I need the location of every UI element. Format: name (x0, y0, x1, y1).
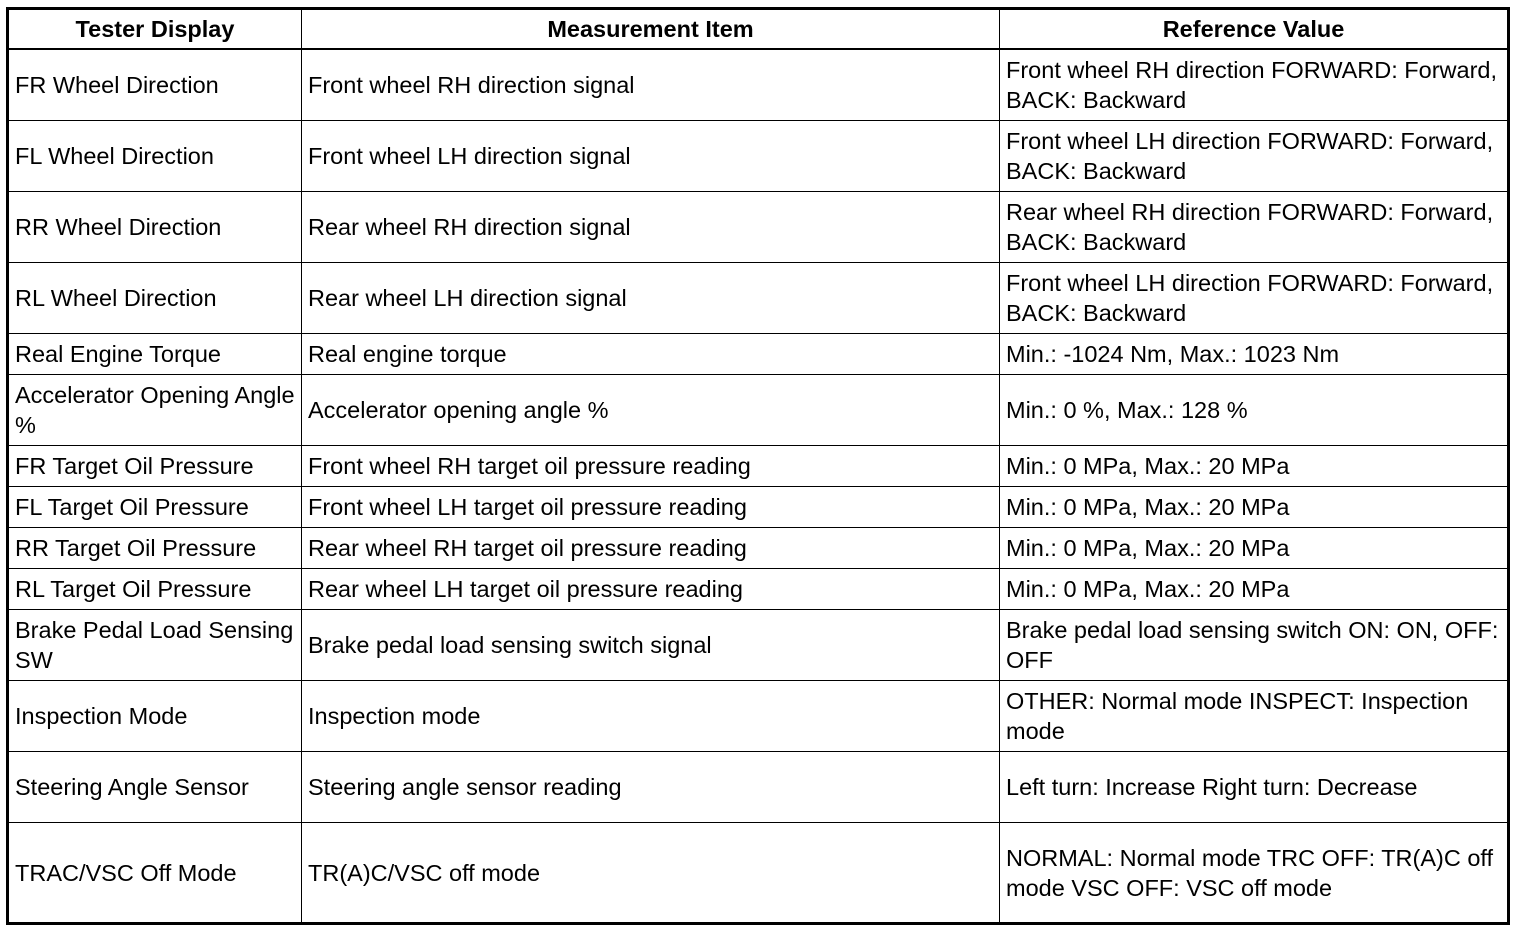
table-row (8, 121, 1509, 192)
tester-display-cell: RR Wheel Direction (8, 192, 302, 263)
table-row (8, 569, 1509, 610)
tester-display-cell: RL Target Oil Pressure (8, 569, 302, 610)
reference-value-cell: Front wheel RH direction FORWARD: Forward, BACK: Backward (1000, 49, 1509, 121)
measurement-item-cell: Front wheel RH direction signal (302, 49, 1000, 121)
tester-display-cell: Accelerator Opening Angle % (8, 375, 302, 446)
reference-value-cell: Left turn: Increase Right turn: Decrease (1000, 752, 1509, 823)
tester-display-cell: TRAC/VSC Off Mode (8, 823, 302, 924)
measurement-item-cell: Real engine torque (302, 334, 1000, 375)
measurement-item-cell: Rear wheel RH direction signal (302, 192, 1000, 263)
table-row (8, 487, 1509, 528)
reference-value-cell: Min.: -1024 Nm, Max.: 1023 Nm (1000, 334, 1509, 375)
tester-display-cell: RR Target Oil Pressure (8, 528, 302, 569)
measurement-item-cell: Rear wheel LH target oil pressure reading (302, 569, 1000, 610)
table-row (8, 681, 1509, 752)
tester-display-cell: FR Target Oil Pressure (8, 446, 302, 487)
table-row (8, 192, 1509, 263)
table-row (8, 610, 1509, 681)
header-tester-display: Tester Display (8, 9, 302, 50)
table-row (8, 375, 1509, 446)
table-row (8, 334, 1509, 375)
measurement-item-cell: TR(A)C/VSC off mode (302, 823, 1000, 924)
reference-value-cell: Front wheel LH direction FORWARD: Forward, BACK: Backward (1000, 263, 1509, 334)
measurement-item-cell: Inspection mode (302, 681, 1000, 752)
table-header-row (8, 9, 1509, 50)
tester-display-cell: Real Engine Torque (8, 334, 302, 375)
reference-value-cell: Min.: 0 MPa, Max.: 20 MPa (1000, 569, 1509, 610)
measurement-item-cell: Front wheel RH target oil pressure reading (302, 446, 1000, 487)
tester-display-cell: FR Wheel Direction (8, 49, 302, 121)
reference-value-cell: Min.: 0 MPa, Max.: 20 MPa (1000, 528, 1509, 569)
table-row (8, 752, 1509, 823)
reference-value-cell: Brake pedal load sensing switch ON: ON, OFF: OFF (1000, 610, 1509, 681)
table-row (8, 823, 1509, 924)
table-row (8, 528, 1509, 569)
tester-display-cell: RL Wheel Direction (8, 263, 302, 334)
reference-value-cell: Front wheel LH direction FORWARD: Forward, BACK: Backward (1000, 121, 1509, 192)
reference-value-cell: OTHER: Normal mode INSPECT: Inspection mode (1000, 681, 1509, 752)
tester-display-cell: Brake Pedal Load Sensing SW (8, 610, 302, 681)
header-reference-value: Reference Value (1000, 9, 1509, 50)
reference-value-cell: Min.: 0 MPa, Max.: 20 MPa (1000, 487, 1509, 528)
measurement-item-cell: Brake pedal load sensing switch signal (302, 610, 1000, 681)
reference-value-cell: Min.: 0 %, Max.: 128 % (1000, 375, 1509, 446)
reference-value-cell: Min.: 0 MPa, Max.: 20 MPa (1000, 446, 1509, 487)
measurement-item-cell: Rear wheel RH target oil pressure reading (302, 528, 1000, 569)
tester-display-cell: Inspection Mode (8, 681, 302, 752)
measurement-item-cell: Rear wheel LH direction signal (302, 263, 1000, 334)
table-row (8, 446, 1509, 487)
measurement-item-cell: Front wheel LH direction signal (302, 121, 1000, 192)
measurement-item-cell: Steering angle sensor reading (302, 752, 1000, 823)
reference-value-table (6, 7, 1510, 925)
table-row (8, 49, 1509, 121)
reference-value-cell: Rear wheel RH direction FORWARD: Forward, BACK: Backward (1000, 192, 1509, 263)
tester-display-cell: FL Wheel Direction (8, 121, 302, 192)
tester-display-cell: FL Target Oil Pressure (8, 487, 302, 528)
reference-value-cell: NORMAL: Normal mode TRC OFF: TR(A)C off mode VSC OFF: VSC off mode (1000, 823, 1509, 924)
table-row (8, 263, 1509, 334)
header-measurement-item: Measurement Item (302, 9, 1000, 50)
measurement-item-cell: Accelerator opening angle % (302, 375, 1000, 446)
measurement-item-cell: Front wheel LH target oil pressure reading (302, 487, 1000, 528)
tester-display-cell: Steering Angle Sensor (8, 752, 302, 823)
